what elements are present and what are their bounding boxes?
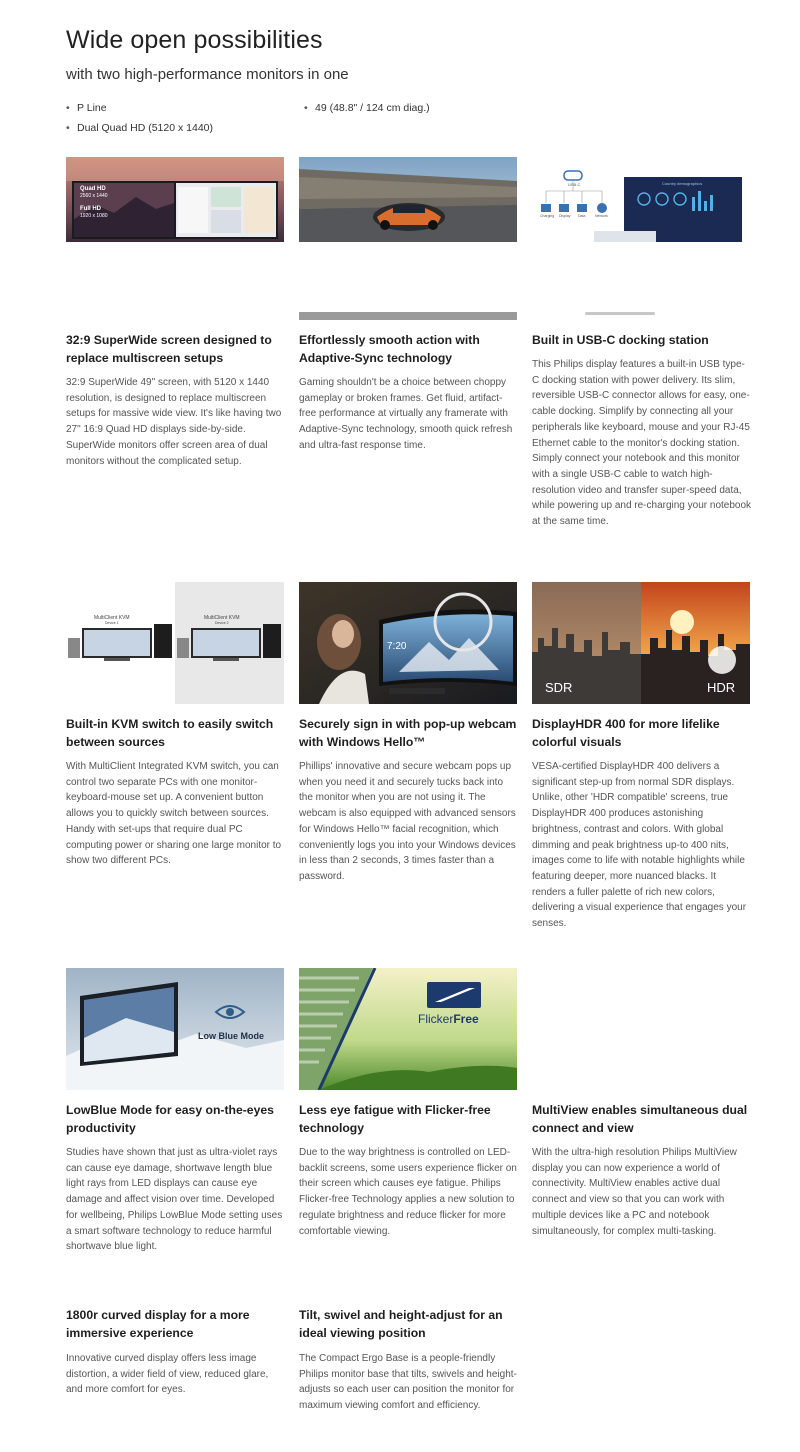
feature-description: With the ultra-high resolution Philips MultiView display you can now experience a world of connectivity. MultiView enables active dual connect and view so that you can work with multiple devices like a PC and notebook simultaneously, for complex multi-tasking. <box>532 1147 737 1237</box>
feature-title: DisplayHDR 400 for more lifelike colorful visuals <box>532 717 720 749</box>
feature-description: Innovative curved display offers less image distortion, a wider field of view, reduced glare, and more comfort for eyes. <box>66 1353 269 1396</box>
feature-title: Effortlessly smooth action with Adaptive-Sync technology <box>299 333 480 365</box>
page-title: Wide open possibilities <box>66 26 323 54</box>
feature-description: Due to the way brightness is controlled on LED-backlit screens, some users experience flicker on their screen which causes eye fatigue. Philips Flicker-free Technology applies a new solution to regulate brightness and reduce flicker for more comfortable viewing. <box>299 1147 517 1237</box>
spec-item: • P Line <box>66 102 107 114</box>
racing-image-stand <box>299 312 517 320</box>
usbc-item-label: Data <box>578 214 586 218</box>
superwide-image-label: Quad HD 2560 x 1440 Full HD 1920 x 1080 <box>80 186 108 219</box>
racing-game-image <box>299 157 517 242</box>
feature-description: Gaming shouldn't be a choice between choppy gameplay or broken frames. Get fluid, artifact-free performance at virtually any framerate with Adaptive-Sync technology, smooth quick refresh and ultra-fast response time. <box>299 377 513 451</box>
lowblue-mode-image <box>66 968 284 1090</box>
usbc-hub-label: USB-C <box>568 182 581 187</box>
spec-item: • Dual Quad HD (5120 x 1440) <box>66 122 213 134</box>
usbc-screen-title: Country demographics <box>662 181 703 186</box>
feature-title: 1800r curved display for a more immersive experience <box>66 1308 250 1340</box>
hdr-comparison-image <box>532 582 750 704</box>
usbc-item-label: Network <box>595 214 608 218</box>
feature-title: Built-in KVM switch to easily switch between sources <box>66 717 274 749</box>
sdr-label: SDR <box>545 680 573 695</box>
spec-item: • 49 (48.8" / 124 cm diag.) <box>304 102 430 114</box>
feature-description: This Philips display features a built-in USB type-C docking station with power delivery. Its slim, reversible USB-C connector allows for easy, one-cable docking. Simplify by connecting all your peripherals like keyboard, mouse and your RJ-45 Ethernet cable to the monitor's docking station. Simply connect your notebook and this monitor with a single USB-C cable to watch high-resolution video and transfer super-speed data, while powering up and re-charging your notebook at the same time. <box>532 359 752 528</box>
feature-description: Studies have shown that just as ultra-violet rays can cause eye damage, shortwave length blue light rays from LED displays can cause eye damage and affect vision over time. Developed for wellbeing, Philips LowBlue Mode setting uses a smart software technology to reduce harmful shortwave blue light. <box>66 1147 283 1253</box>
flicker-free-image <box>299 968 517 1090</box>
hdr-label: HDR <box>707 680 736 695</box>
superwide-image <box>66 157 284 242</box>
feature-description: With MultiClient Integrated KVM switch, you can control two separate PCs with one monitor-keyboard-mouse set up. A convenient button allows you to quickly switch between sources. Handy with set-ups that require dual PC computing power or sharing one large monitor to show two different PCs. <box>66 761 282 867</box>
usbc-dock-image <box>532 157 750 242</box>
feature-description: VESA-certified DisplayHDR 400 delivers a significant step-up from normal SDR displays. Unlike, other 'HDR compatible' screens, true DisplayHDR 400 produces astonishing brightness, contrast and colors. With global dimming and peak brightness up-to 400 nits, images come to life with notable highlights while featuring deeper, more nuanced blacks. It renders a fuller palette of rich new colors, delivering a visual experience that engages your senses. <box>532 761 747 930</box>
lowblue-label: Low Blue Mode <box>198 1031 264 1041</box>
usbc-item-label: Charging <box>540 214 555 218</box>
feature-description: Phillips' innovative and secure webcam pops up when you need it and securely tucks back into the monitor when you are not using it. The webcam is also equipped with advanced sensors for Windows Hello™ facial recognition, which conveniently logs you into your Windows devices in less than 2 seconds, 3 times faster than a password. <box>299 761 516 882</box>
feature-description: The Compact Ergo Base is a people-friendly Philips monitor base that tilts, swivels and height-adjusts so each user can position the monitor for maximum viewing comfort and efficiency. <box>299 1353 517 1412</box>
feature-title: Tilt, swivel and height-adjust for an ideal viewing position <box>299 1308 503 1340</box>
flicker-free-label: FlickerFree <box>418 1012 479 1026</box>
kvm-label-left: MultiClient KVM Device 1 <box>94 615 130 625</box>
feature-title: Less eye fatigue with Flicker-free technology <box>299 1103 491 1135</box>
feature-description: 32:9 SuperWide 49" screen, with 5120 x 1440 resolution, is designed to replace multiscreen setups for massive wide view. It's like having two 27" 16:9 Quad HD displays side-by-side. SuperWide monitors offer screen area of dual monitors without the complicated setup. <box>66 377 282 467</box>
usbc-image-stand <box>585 312 655 315</box>
feature-title: Built in USB-C docking station <box>532 333 709 347</box>
feature-title: MultiView enables simultaneous dual connect and view <box>532 1103 748 1135</box>
kvm-label-right: MultiClient KVM Device 2 <box>204 615 240 625</box>
page-subtitle: with two high-performance monitors in one <box>66 66 349 83</box>
webcam-image <box>299 582 517 704</box>
kvm-switch-image <box>66 582 284 704</box>
webcam-time-label: 7:20 <box>387 641 407 652</box>
feature-title: 32:9 SuperWide screen designed to replace multiscreen setups <box>66 333 272 365</box>
usbc-item-label: Display <box>559 214 571 218</box>
feature-title: Securely sign in with pop-up webcam with Windows Hello™ <box>299 717 517 749</box>
feature-title: LowBlue Mode for easy on-the-eyes productivity <box>66 1103 274 1135</box>
